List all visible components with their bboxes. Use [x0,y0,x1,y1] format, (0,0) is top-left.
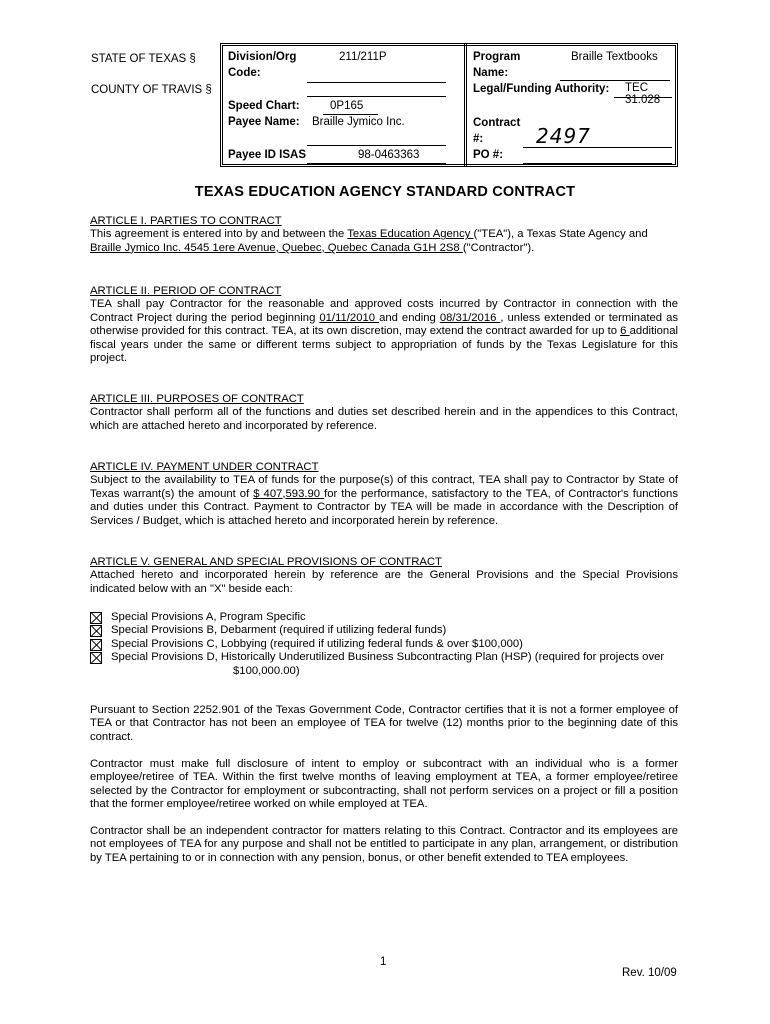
provisions-list [90,611,680,678]
article-4 [90,461,678,528]
contract-label-cont: #: [473,133,484,145]
provision-c-label: Special Provisions C, Lobbying (required if utilizing federal funds & over $100,000) [111,637,523,650]
payee-name-label: Payee Name: [228,116,300,128]
checked-box-icon[interactable] [90,652,102,664]
extension-years: 6 [620,325,630,338]
article-1 [90,215,678,255]
article-5-text: Attached hereto and incorporated herein by reference are the General Provisions and the Special Provisions indicated below with an "X" beside each: [90,569,678,595]
speed-chart-value: 0P165 [330,100,364,112]
division-value: 211/211P [339,51,387,63]
provision-a [90,611,680,624]
legal-funding-underline [614,97,672,98]
article-4-text-a: Subject to the availability to TEA of funds for the purpose(s) of this contract, TEA shall pay to Contractor by State of Texas warrant(s) the amount of [90,474,678,500]
contract-amount: $ 407,593.90 [253,487,325,500]
checked-box-icon[interactable] [90,625,102,637]
para-2-text: Contractor must make full disclosure of intent to employ or subcontract with an individual who is a former employee/retiree of TEA. Within the first twelve months of leaving employment at TEA, a former employee/retiree selected by the Contractor for employment or subcontracting, shall not perform services on a project or fill a position that the former employee/retiree worked on while employed at TEA. [90,758,678,811]
article-3 [90,393,678,433]
header-box [220,43,678,167]
article-2-text [90,298,678,365]
legal-funding-value: TEC 31.028 [625,82,661,106]
begin-date: 01/11/2010 [319,311,380,324]
checked-box-icon[interactable] [90,612,102,624]
program-label-cont: Name: [473,67,509,79]
payee-id-underline [307,163,446,164]
contract-number-handwritten: 2497 [536,124,591,148]
payee-id-value: 98-0463363 [358,149,420,161]
contractor-name: Braille Jymico Inc. 4545 1ere Avenue, Quebec, Quebec Canada G1H 2S8 [90,241,463,254]
state-label: STATE OF TEXAS § [91,53,196,65]
article-2-text-c: , unless extended or terminated as otherwise provided for this contract. TEA, at its own discretion, may extend the contract awarded for up to [90,311,679,338]
article-1-text-a: This agreement is entered into by and between the [90,228,348,241]
program-underline [560,80,670,81]
provision-d-label: Special Provisions D, Historically Underutilized Business Subcontracting Plan (HSP) (required for projects over [111,651,665,664]
article-3-text: Contractor shall perform all of the functions and duties set described herein and in the appendices to this Contract, which are attached hereto and incorporated by reference. [90,406,678,432]
payee-name-value: Braille Jymico Inc. [312,116,405,128]
payee-name-underline [307,145,446,146]
contract-label: Contract [473,117,521,129]
provision-b-label: Special Provisions B, Debarment (required if utilizing federal funds) [111,624,447,637]
provision-d [90,651,680,664]
article-4-text [90,474,678,528]
article-4-text-b: for the performance, satisfactory to the TEA, of Contractor's functions and duties under this Contract. Payment to Contractor by TEA will be made in accordance with the Description of Services / Budget, which is attached hereto and incorporated herein by reference. [90,487,678,527]
provision-b [90,624,680,637]
article-1-text-b: ("TEA"), a Texas State Agency and [473,228,648,241]
para-1-text: Pursuant to Section 2252.901 of the Texas Government Code, Contractor certifies that it is not a former employee of TEA or that Contractor has not been an employee of TEA for twelve (12) months prior to the beginning date of this contract. [90,704,678,743]
provision-d-cont: $100,000.00) [233,664,300,677]
agency-name: Texas Education Agency [347,228,474,241]
speed-chart-label: Speed Chart: [228,100,300,112]
division-label-cont: Code: [228,67,261,79]
page-title: TEXAS EDUCATION AGENCY STANDARD CONTRACT [194,184,576,200]
article-2-text-d: additional fiscal years under the same or different terms subject to appropriation of funds by the Texas Legislature for this project. [90,325,678,365]
article-4-heading: ARTICLE IV. PAYMENT UNDER CONTRACT [90,461,319,473]
article-3-heading: ARTICLE III. PURPOSES OF CONTRACT [90,393,304,405]
disclosure-paragraph [90,758,678,812]
article-5-heading: ARTICLE V. GENERAL AND SPECIAL PROVISIONS OF CONTRACT [90,556,442,568]
division-underline [307,82,446,83]
para-3-text: Contractor shall be an independent contractor for matters relating to this Contract. Contractor and its employees are not employees of TEA for any purpose and shall not be entitled to participate in any plan, arrangement, or distribution by TEA pertaining to or in connection with any pension, bonus, or other benefit extended to TEA employees. [90,825,678,864]
article-2-text-a: TEA shall pay Contractor for the reasonable and approved costs incurred by Contractor in connection with the Contract Project during the period beginning [90,298,678,324]
article-1-text-c: ("Contractor"). [462,241,535,254]
po-label: PO #: [473,149,504,161]
article-2-text-b: and ending [379,311,440,324]
program-label: Program [473,51,521,63]
article-1-heading: ARTICLE I. PARTIES TO CONTRACT [90,215,282,227]
article-2-heading: ARTICLE II. PERIOD OF CONTRACT [90,285,282,297]
provision-c [90,638,680,651]
po-underline [523,163,672,164]
page-number: 1 [380,956,387,968]
end-date: 08/31/2016 [439,311,501,324]
former-employee-paragraph [90,704,678,744]
independent-contractor-paragraph [90,825,678,865]
payee-id-label: Payee ID ISAS [228,149,306,161]
article-1-text [90,228,678,255]
header-divider [464,43,467,167]
county-label: COUNTY OF TRAVIS § [91,84,212,96]
legal-funding-label: Legal/Funding Authority: [473,83,610,95]
provision-a-label: Special Provisions A, Program Specific [111,611,306,623]
revision-label: Rev. 10/09 [622,967,677,979]
checked-box-icon[interactable] [90,639,102,651]
speed-chart-underline [323,114,378,115]
article-2 [90,285,678,365]
division-label: Division/Org [228,51,297,63]
article-5 [90,556,678,596]
division-underline-2 [307,96,446,97]
program-value: Braille Textbooks [571,51,658,63]
